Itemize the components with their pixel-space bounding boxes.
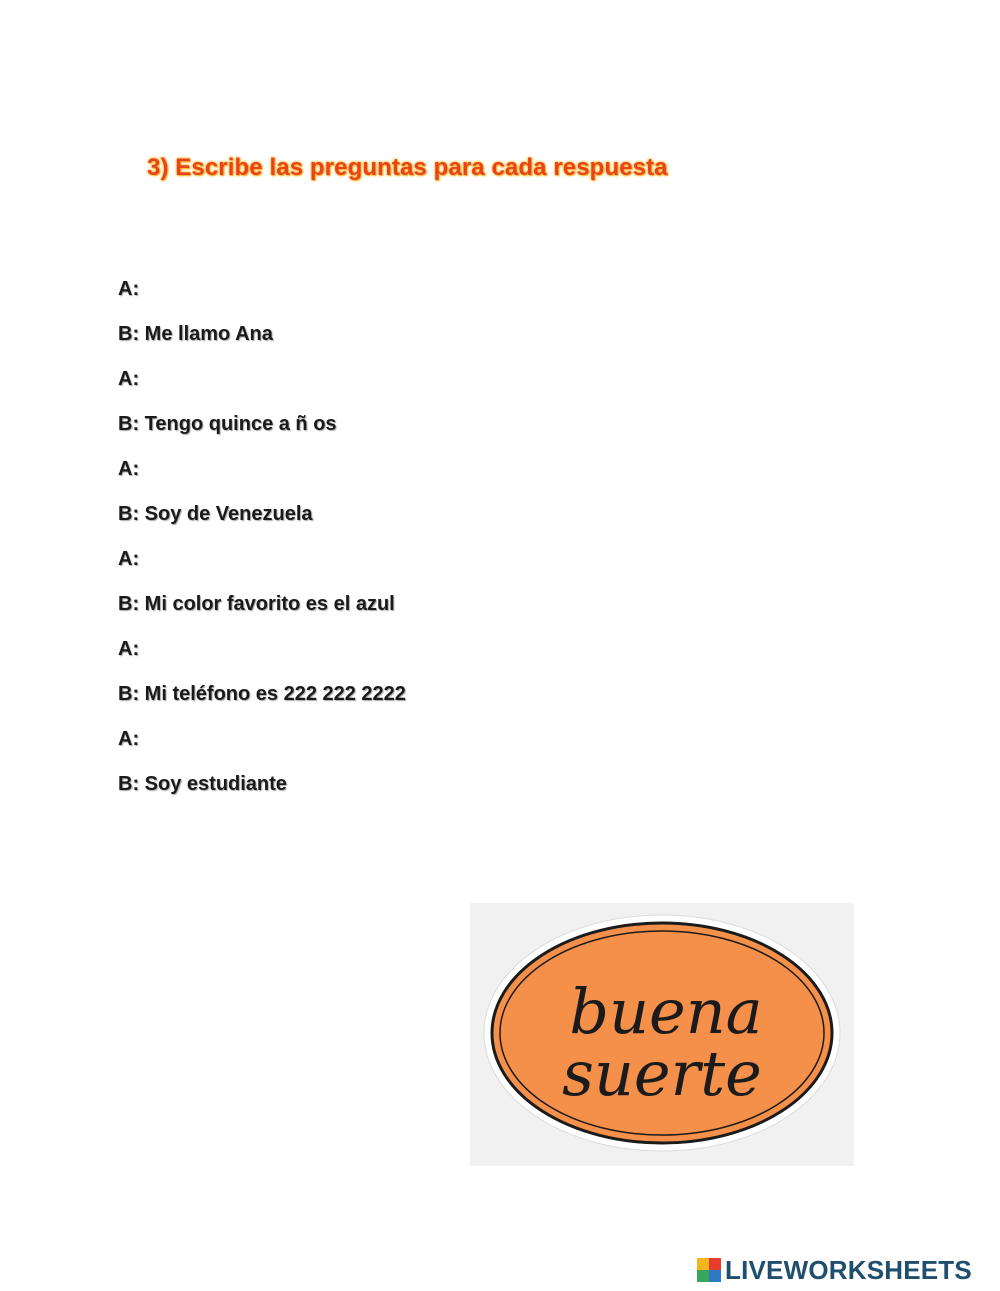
logo-tile — [709, 1258, 721, 1270]
response-text: Tengo quince a ñ os — [144, 413, 337, 435]
liveworksheets-logo-icon — [697, 1258, 721, 1282]
response-text: Me llamo Ana — [144, 323, 273, 345]
answer-input-3[interactable] — [149, 457, 673, 483]
dialog-line-b — [118, 681, 673, 726]
speaker-label: B: — [118, 593, 140, 615]
dialog-line-a — [118, 276, 673, 321]
speaker-label: B: — [118, 323, 140, 345]
sticker-text-line1: buena — [569, 975, 763, 1048]
dialog-line-a — [118, 456, 673, 501]
answer-input-6[interactable] — [149, 727, 673, 753]
answer-input-4[interactable] — [149, 547, 673, 573]
speaker-label: A: — [118, 458, 140, 480]
dialog-line-b — [118, 321, 673, 366]
sticker-text-line2: suerte — [562, 1037, 762, 1110]
dialog-line-a — [118, 726, 673, 771]
speaker-label: A: — [118, 278, 140, 300]
brand-name: LIVEWORKSHEETS — [725, 1254, 972, 1285]
logo-tile — [697, 1270, 709, 1282]
logo-tile — [697, 1258, 709, 1270]
dialog-line-a — [118, 366, 673, 411]
answer-input-1[interactable] — [149, 277, 673, 303]
answer-input-2[interactable] — [149, 367, 673, 393]
response-text: Soy de Venezuela — [144, 503, 313, 525]
speaker-label: B: — [118, 773, 140, 795]
answer-input-5[interactable] — [149, 637, 673, 663]
response-text: Mi color favorito es el azul — [144, 593, 395, 615]
dialog-line-b — [118, 591, 673, 636]
dialog-line-a — [118, 546, 673, 591]
instruction-heading: 3) Escribe las preguntas para cada respuesta — [147, 154, 668, 181]
speaker-label: B: — [118, 413, 140, 435]
speaker-label: B: — [118, 503, 140, 525]
dialog-line-b — [118, 501, 673, 546]
buena-suerte-sticker — [470, 903, 854, 1166]
dialog-list — [118, 276, 673, 816]
response-text: Soy estudiante — [144, 773, 287, 795]
response-text: Mi teléfono es 222 222 2222 — [144, 683, 406, 705]
speaker-label: A: — [118, 638, 140, 660]
dialog-line-b — [118, 771, 673, 816]
sticker-graphic — [470, 903, 854, 1166]
speaker-label: A: — [118, 728, 140, 750]
dialog-line-a — [118, 636, 673, 681]
speaker-label: A: — [118, 368, 140, 390]
speaker-label: A: — [118, 548, 140, 570]
speaker-label: B: — [118, 683, 140, 705]
liveworksheets-logo[interactable] — [697, 1255, 972, 1285]
dialog-line-b — [118, 411, 673, 456]
logo-tile — [709, 1270, 721, 1282]
